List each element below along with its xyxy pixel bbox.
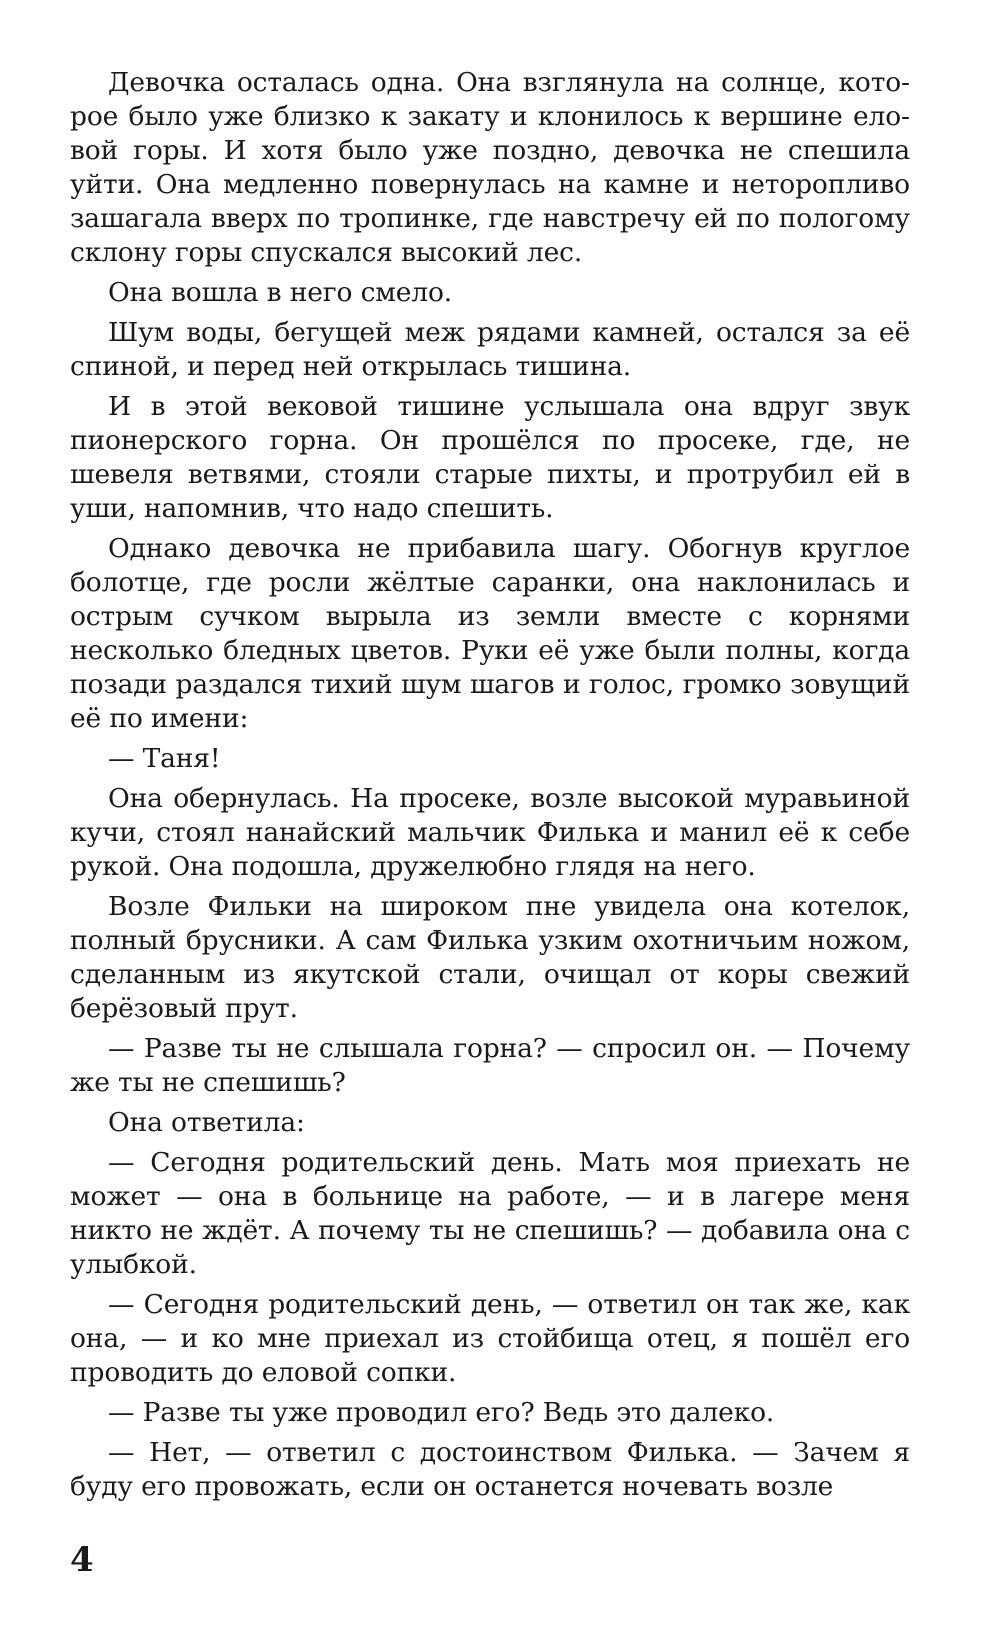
paragraph: Возле Фильки на широком пне увидела она котелок, полный брусники. А сам Филька узким охотничьим ножом, сделанным из якутской стали, очищал от коры свежий берёзовый прут. bbox=[70, 891, 910, 1024]
page-text bbox=[70, 66, 910, 1510]
paragraph: И в этой вековой тишине услышала она вдруг звук пионерского горна. Он прошёлся по просеке, где, не шевеля ветвями, стояли старые пихты, и протрубил ей в уши, напомнив, что надо спешить. bbox=[70, 391, 910, 524]
paragraph: Однако девочка не прибавила шагу. Обогнув круглое болотце, где росли жёлтые саранки, она наклонилась и острым сучком вырыла из земли вместе с корнями несколько бледных цветов. Руки её уже были полны, когда позади раздался тихий шум шагов и голос, громко зовущий её по имени: bbox=[70, 533, 910, 734]
paragraph: Девочка осталась одна. Она взглянула на солнце, которое было уже близко к закату и клонилось к вершине еловой горы. И хотя было уже поздно, девочка не спешила уйти. Она медленно повернулась на камне и неторопливо зашагала вверх по тропинке, где навстречу ей по пологому склону горы спускался высокий лес. bbox=[70, 67, 910, 268]
paragraph: — Нет, — ответил с достоинством Филька. — Зачем я буду его провожать, если он останется ночевать возле bbox=[70, 1437, 910, 1502]
paragraph: — Сегодня родительский день, — ответил он так же, как она, — и ко мне приехал из стойбища отец, я пошёл его проводить до еловой сопки. bbox=[70, 1289, 910, 1388]
paragraph: — Таня! bbox=[108, 743, 221, 774]
paragraph: Она обернулась. На просеке, возле высокой муравьиной кучи, стоял нанайский мальчик Филька и манил её к себе рукой. Она подошла, дружелюбно глядя на него. bbox=[70, 783, 910, 882]
paragraph: — Разве ты не слышала горна? — спросил он. — Почему же ты не спешишь? bbox=[70, 1033, 910, 1098]
paragraph: Она ответила: bbox=[108, 1107, 305, 1138]
paragraph: Шум воды, бегущей меж рядами камней, остался за её спиной, и перед ней открылась тишина. bbox=[70, 317, 910, 382]
paragraph: Она вошла в него смело. bbox=[108, 277, 453, 308]
paragraph: — Сегодня родительский день. Мать моя приехать не может — она в больнице на работе, — и в лагере меня никто не ждёт. А почему ты не спешишь? — добавила она с улыбкой. bbox=[70, 1147, 910, 1280]
page-number: 4 bbox=[70, 1540, 94, 1580]
paragraph: — Разве ты уже проводил его? Ведь это далеко. bbox=[108, 1397, 775, 1428]
